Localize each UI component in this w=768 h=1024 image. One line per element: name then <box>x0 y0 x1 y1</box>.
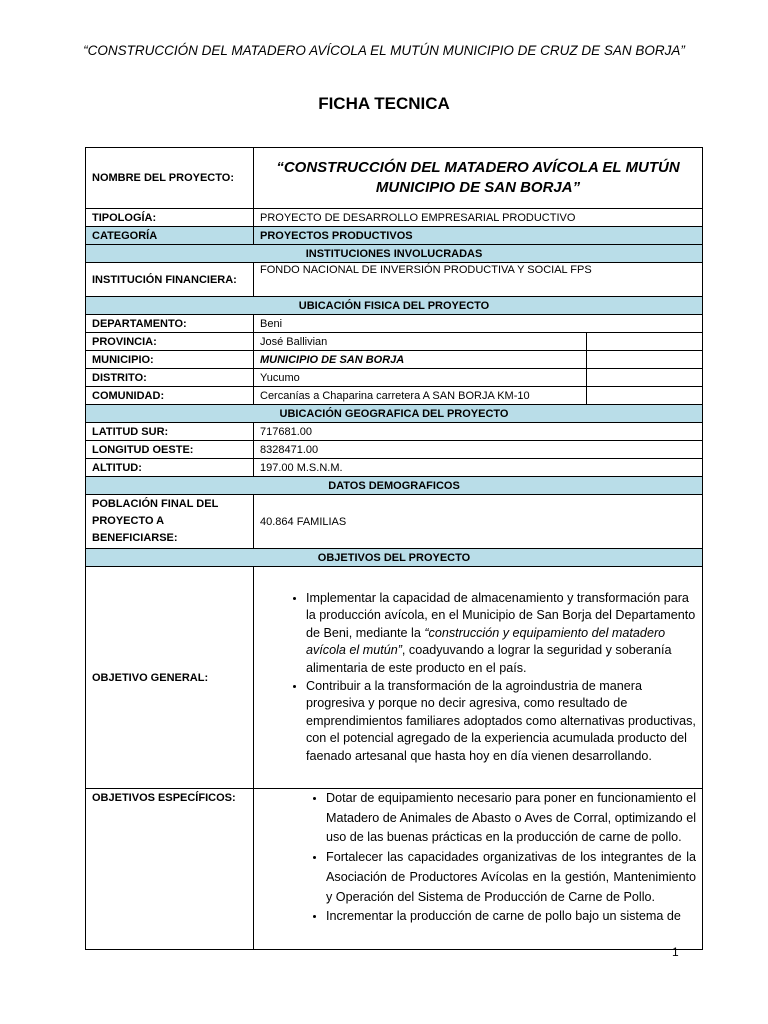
provincia-label: PROVINCIA: <box>86 333 254 351</box>
categoria-label: CATEGORÍA <box>86 227 254 245</box>
provincia-extra-cell <box>587 333 703 351</box>
objetivo-general-1c: , coadyuvando a lograr la seguridad y soberanía alimentaria de este producto en el país. <box>306 643 672 675</box>
list-item: • Fortalecer las capacidades organizativas de los integrantes de la Asociación de Productores Avícolas en la gestión, Mantenimiento y Operación del Sistema de Producción de Carne de Pollo. <box>326 848 696 907</box>
altitud-row <box>86 459 703 477</box>
project-name-value: “CONSTRUCCIÓN DEL MATADERO AVÍCOLA EL MUTÚN MUNICIPIO DE SAN BORJA” <box>254 148 703 209</box>
section-demograficos <box>86 477 703 495</box>
section-objetivos <box>86 549 703 567</box>
distrito-row <box>86 369 703 387</box>
comunidad-row <box>86 387 703 405</box>
latitud-row <box>86 423 703 441</box>
project-name-row <box>86 148 703 209</box>
distrito-extra-cell <box>587 369 703 387</box>
objetivo-general-1a: Implementar la capacidad de almacenamiento y transformación para la producción avícola, en el Municipio de San Borja del Departamento de Beni, mediante la <box>306 590 696 640</box>
institucion-label: INSTITUCIÓN FINANCIERA: <box>86 263 254 297</box>
departamento-label: DEPARTAMENTO: <box>86 315 254 333</box>
categoria-row <box>86 227 703 245</box>
page-number: 1 <box>672 945 679 959</box>
comunidad-extra-cell <box>587 387 703 405</box>
section-objetivos-title: OBJETIVOS DEL PROYECTO <box>86 549 703 567</box>
departamento-value: Beni <box>254 315 703 333</box>
distrito-value: Yucumo <box>254 369 587 387</box>
tipologia-value: PROYECTO DE DESARROLLO EMPRESARIAL PRODUCTIVO <box>254 209 703 227</box>
municipio-label: MUNICIPIO: <box>86 351 254 369</box>
document-title: FICHA TECNICA <box>318 94 450 113</box>
list-item: • Dotar de equipamiento necesario para poner en funcionamiento el Matadero de Animales de Abasto o Aves de Corral, optimizando el uso de las buenas prácticas en la producción de carne de pollo. <box>326 789 696 848</box>
institucion-value: FONDO NACIONAL DE INVERSIÓN PRODUCTIVA Y SOCIAL FPS <box>254 263 703 297</box>
project-name-label: NOMBRE DEL PROYECTO: <box>86 148 254 209</box>
section-ubicacion-fisica-title: UBICACIÓN FISICA DEL PROYECTO <box>86 297 703 315</box>
poblacion-label: POBLACIÓN FINAL DEL PROYECTO A BENEFICIARSE: <box>86 495 254 549</box>
tipologia-label: TIPOLOGÍA: <box>86 209 254 227</box>
longitud-value: 8328471.00 <box>254 441 703 459</box>
objetivos-especificos-row <box>86 789 703 950</box>
section-ubicacion-geografica <box>86 405 703 423</box>
municipio-row <box>86 351 703 369</box>
distrito-label: DISTRITO: <box>86 369 254 387</box>
tipologia-row <box>86 209 703 227</box>
objetivos-especificos-list <box>260 789 696 927</box>
list-item: • Incrementar la producción de carne de pollo bajo un sistema de <box>326 907 696 927</box>
longitud-row <box>86 441 703 459</box>
objetivo-general-list <box>260 590 696 766</box>
provincia-value: José Ballivian <box>254 333 587 351</box>
list-item: • Contribuir a la transformación de la agroindustria de manera progresiva y porque no decir agresiva, como resultado de emprendimientos familiares adoptados como alternativas productivas, con el potencial agregado de la experiencia acumulada producto del faenado artesanal que hasta hoy en día vienen desarrollando. <box>306 678 696 766</box>
municipio-extra-cell <box>587 351 703 369</box>
section-ubicacion-geografica-title: UBICACIÓN GEOGRAFICA DEL PROYECTO <box>86 405 703 423</box>
section-instituciones-title: INSTITUCIONES INVOLUCRADAS <box>86 245 703 263</box>
longitud-label: LONGITUD OESTE: <box>86 441 254 459</box>
objetivo-general-1b: “construcción y equipamiento del matadero avícola el mutún” <box>306 625 666 658</box>
latitud-label: LATITUD SUR: <box>86 423 254 441</box>
comunidad-value: Cercanías a Chaparina carretera A SAN BORJA KM-10 <box>254 387 587 405</box>
section-ubicacion-fisica <box>86 297 703 315</box>
altitud-value: 197.00 M.S.N.M. <box>254 459 703 477</box>
objetivos-especificos-value <box>254 789 703 950</box>
provincia-row <box>86 333 703 351</box>
list-item <box>306 590 696 678</box>
latitud-value: 717681.00 <box>254 423 703 441</box>
document-header: “CONSTRUCCIÓN DEL MATADERO AVÍCOLA EL MUTÚN MUNICIPIO DE CRUZ DE SAN BORJA” <box>83 43 685 58</box>
objetivos-especificos-label: OBJETIVOS ESPECÍFICOS: <box>86 789 254 950</box>
comunidad-label: COMUNIDAD: <box>86 387 254 405</box>
objetivo-general-row <box>86 567 703 789</box>
poblacion-row <box>86 495 703 549</box>
poblacion-value: 40.864 FAMILIAS <box>254 495 703 549</box>
altitud-label: ALTITUD: <box>86 459 254 477</box>
institucion-row <box>86 263 703 297</box>
technical-sheet-table <box>85 147 703 950</box>
objetivo-general-value <box>254 567 703 789</box>
section-instituciones <box>86 245 703 263</box>
categoria-value: PROYECTOS PRODUCTIVOS <box>254 227 703 245</box>
objetivo-general-label: OBJETIVO GENERAL: <box>86 567 254 789</box>
municipio-value: MUNICIPIO DE SAN BORJA <box>254 351 587 369</box>
departamento-row <box>86 315 703 333</box>
section-demograficos-title: DATOS DEMOGRAFICOS <box>86 477 703 495</box>
